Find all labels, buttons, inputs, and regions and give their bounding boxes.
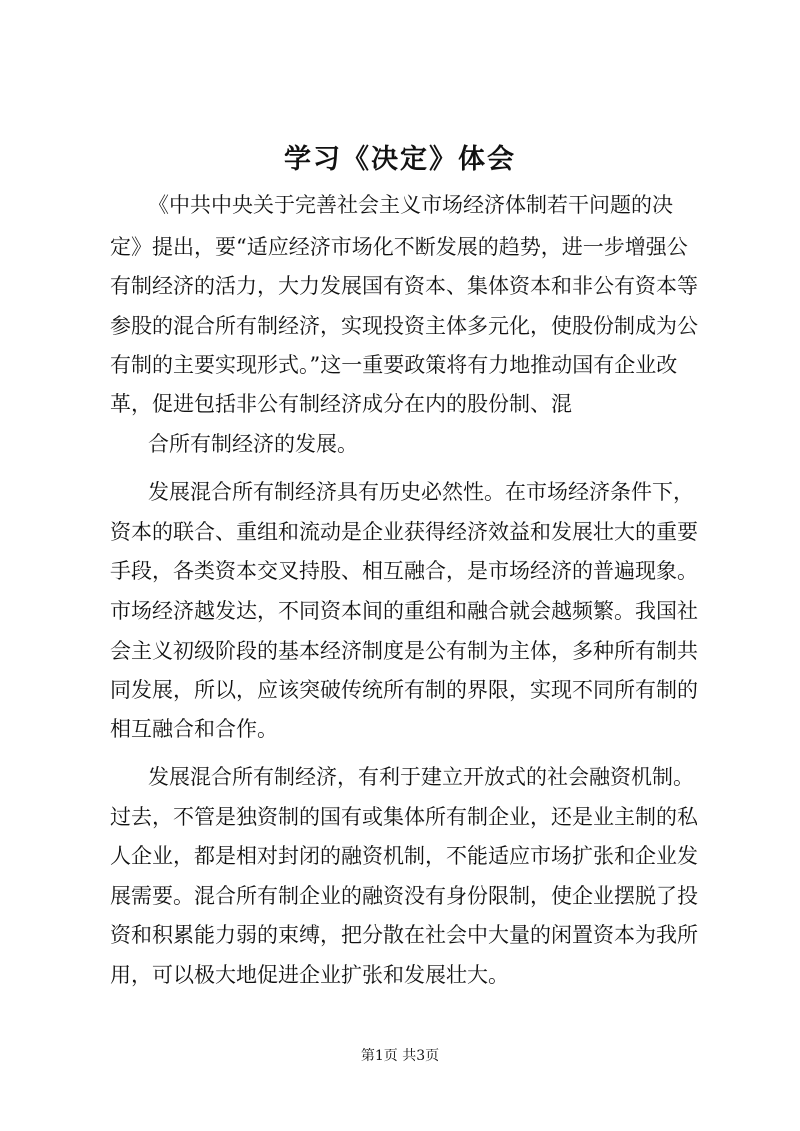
paragraph-line: 有制经济的活力，大力发展国有资本、集体资本和非公有资本等 <box>110 274 698 298</box>
paragraph-line: 展需要。混合所有制企业的融资没有身份限制，使企业摆脱了投 <box>110 884 698 908</box>
paragraph-line: 参股的混合所有制经济，实现投资主体多元化，使股份制成为公 <box>110 314 698 338</box>
paragraph-line: 资和积累能力弱的束缚，把分散在社会中大量的闲置资本为我所 <box>110 923 698 947</box>
paragraph-line: 《中共中央关于完善社会主义市场经济体制若干问题的决 <box>148 193 673 217</box>
paragraph-line: 用，可以极大地促进企业扩张和发展壮大。 <box>110 963 509 987</box>
paragraph-line: 过去，不管是独资制的国有或集体所有制企业，还是业主制的私 <box>110 805 698 829</box>
document-title: 学习《决定》体会 <box>284 144 516 175</box>
page-footer: 第1页 共3页 <box>360 1048 440 1064</box>
paragraph-line: 革，促进包括非公有制经济成分在内的股份制、混 <box>110 392 572 416</box>
paragraph-line: 相互融合和合作。 <box>110 717 278 741</box>
paragraph-line: 手段，各类资本交叉持股、相互融合，是市场经济的普遍现象。 <box>110 559 698 583</box>
paragraph-line: 合所有制经济的发展。 <box>148 432 358 456</box>
paragraph-line: 会主义初级阶段的基本经济制度是公有制为主体，多种所有制共 <box>110 639 698 663</box>
paragraph-line: 市场经济越发达，不同资本间的重组和融合就会越频繁。我国社 <box>110 599 698 623</box>
paragraph-line: 同发展，所以，应该突破传统所有制的界限，实现不同所有制的 <box>110 678 698 702</box>
paragraph-line: 定》提出，要“适应经济市场化不断发展的趋势，进一步增强公 <box>110 235 688 259</box>
paragraph-line: 有制的主要实现形式。”这一重要政策将有力地推动国有企业改 <box>110 353 678 377</box>
paragraph-line: 发展混合所有制经济，有利于建立开放式的社会融资机制。 <box>148 765 694 789</box>
paragraph-line: 发展混合所有制经济具有历史必然性。在市场经济条件下， <box>148 480 694 504</box>
paragraph-line: 人企业，都是相对封闭的融资机制，不能适应市场扩张和企业发 <box>110 844 698 868</box>
paragraph-line: 资本的联合、重组和流动是企业获得经济效益和发展壮大的重要 <box>110 520 698 544</box>
